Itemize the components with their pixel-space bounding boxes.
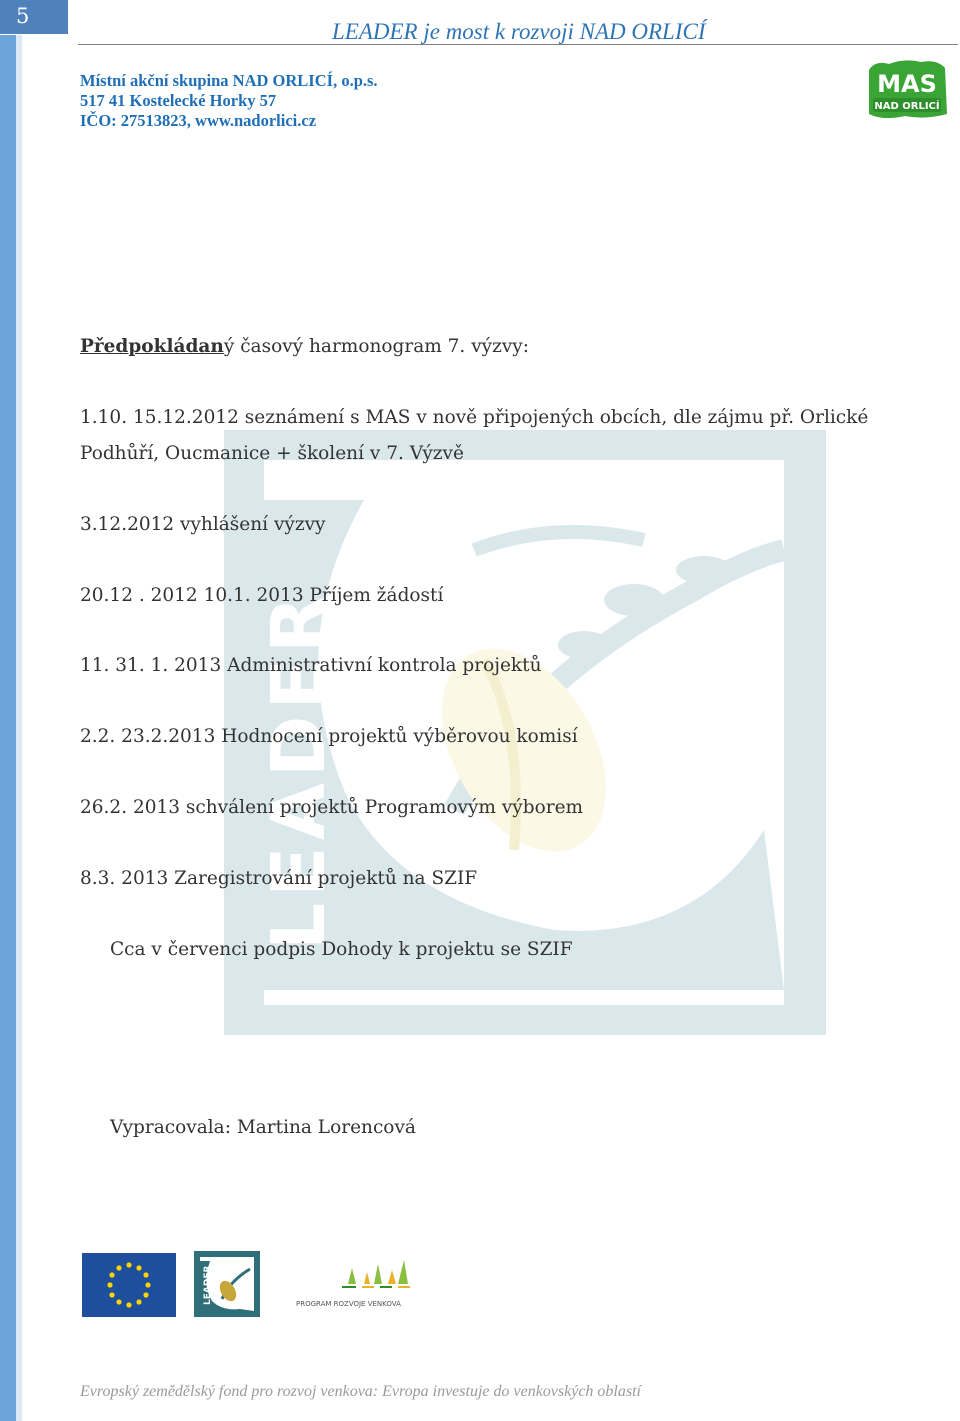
sidebar-strip [0,0,16,1421]
schedule-item: 2.2. 23.2.2013 Hodnocení projektů výběrovou komisí [80,726,578,747]
eu-flag-icon [82,1253,176,1317]
schedule-item: 3.12.2012 vyhlášení výzvy [80,514,326,535]
footer-text: Evropský zemědělský fond pro rozvoj venkova: Evropa investuje do venkovských oblastí [80,1383,641,1400]
schedule-item: 11. 31. 1. 2013 Administrativní kontrola projektů [80,655,542,676]
schedule-heading [80,336,529,357]
organization-address: 517 41 Kostelecké Horky 57 [80,91,277,110]
schedule-heading-rest: ý časový harmonogram 7. výzvy: [223,336,529,357]
program-caption: PROGRAM ROZVOJE VENKOVA [296,1300,401,1308]
schedule-heading-bold: Předpokládan [80,336,224,357]
mas-logo-subtext: NAD ORLICÍ [874,101,940,112]
schedule-item: 1.10. 15.12.2012 seznámení s MAS v nově připojených obcích, dle zájmu př. Orlické [80,407,869,428]
leader-logo-icon [194,1251,260,1317]
schedule-item: Podhůří, Oucmanice + školení v 7. Výzvě [80,443,464,464]
header-divider [78,44,958,45]
sidebar-strip-light [16,34,22,1421]
page-number-box [0,0,69,35]
leader-logo-text: LEADER [203,1265,213,1305]
page-number: 5 [16,4,30,28]
schedule-item: 20.12 . 2012 10.1. 2013 Příjem žádostí [80,585,444,606]
organization-id-web: IČO: 27513823, www.nadorlici.cz [80,111,317,130]
schedule-item: 8.3. 2013 Zaregistrování projektů na SZIF [80,868,478,889]
header-title: LEADER je most k rozvoji NAD ORLICÍ [332,19,706,44]
organization-block [80,71,378,131]
schedule-item: 26.2. 2013 schválení projektů Programovým výborem [80,797,584,818]
mas-logo [865,58,949,122]
watermark-text: LEADER [256,590,342,950]
author-line: Vypracovala: Martina Lorencová [110,1117,416,1138]
rural-program-logo [286,1254,436,1314]
mas-logo-text: MAS [877,70,937,98]
agreement-note: Cca v červenci podpis Dohody k projektu se SZIF [110,939,573,960]
organization-name: Místní akční skupina NAD ORLICÍ, o.p.s. [80,71,378,90]
